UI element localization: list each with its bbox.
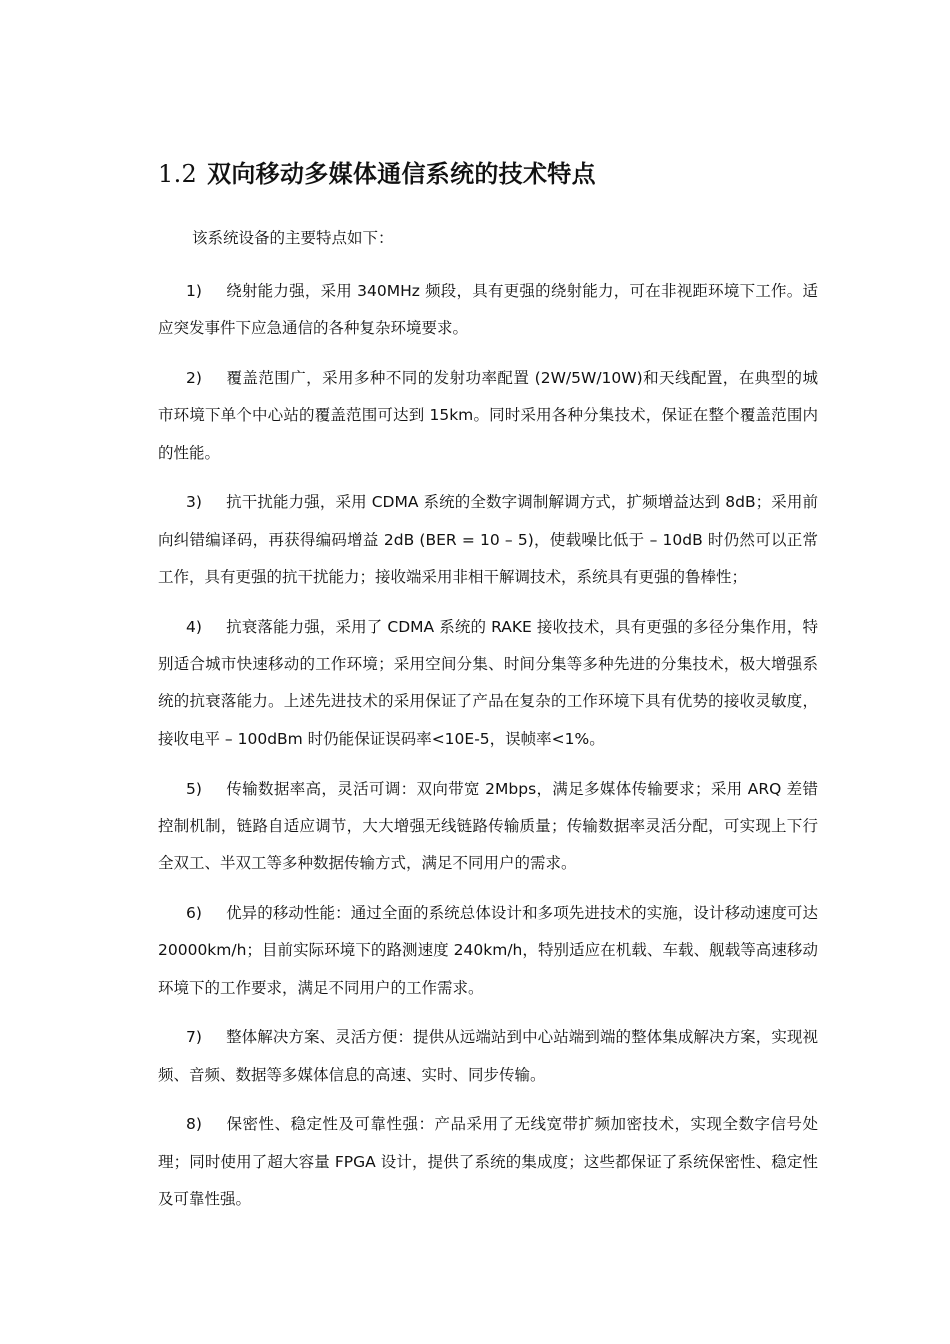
feature-text: 整体解决方案、灵活方便：提供从远端站到中心站端到端的整体集成解决方案，实现视频、音频、数据等多媒体信息的高速、实时、同步传输。	[158, 1028, 818, 1084]
feature-marker: 4)	[186, 617, 202, 636]
section-title: 双向移动多媒体通信系统的技术特点	[207, 160, 596, 188]
feature-item-1	[158, 273, 818, 348]
feature-text: 保密性、稳定性及可靠性强：产品采用了无线宽带扩频加密技术，实现全数字信号处理；同时使用了超大容量 FPGA 设计，提供了系统的集成度；这些都保证了系统保密性、稳定性及可靠性强。	[158, 1115, 818, 1209]
feature-item-3	[158, 484, 818, 596]
feature-marker: 1)	[186, 282, 202, 300]
feature-marker: 8)	[186, 1115, 202, 1134]
feature-text: 绕射能力强，采用 340MHz 频段，具有更强的绕射能力，可在非视距环境下工作。适应突发事件下应急通信的各种复杂环境要求。	[158, 282, 818, 338]
feature-text: 优异的移动性能：通过全面的系统总体设计和多项先进技术的实施，设计移动速度可达 20000km/h；目前实际环境下的路测速度 240km/h，特别适应在机载、车载、舰载等高速移动环境下的工作要求，满足不同用户的工作需求。	[158, 903, 818, 997]
feature-text: 传输数据率高，灵活可调：双向带宽 2Mbps，满足多媒体传输要求；采用 ARQ 差错控制机制，链路自适应调节，大大增强无线链路传输质量；传输数据率灵活分配，可实现上下行全双工、半双工等多种数据传输方式，满足不同用户的需求。	[158, 779, 818, 873]
feature-text: 抗干扰能力强，采用 CDMA 系统的全数字调制解调方式，扩频增益达到 8dB；采用前向纠错编译码，再获得编码增益 2dB (BER = 10 – 5)，使载噪比低于 – 10dB 时仍然可以正常工作，具有更强的抗干扰能力；接收端采用非相干解调技术，系统具有更强的鲁棒性；	[158, 493, 818, 587]
feature-item-2	[158, 360, 818, 472]
feature-marker: 7)	[186, 1028, 202, 1047]
feature-item-6	[158, 895, 818, 1007]
feature-marker: 2)	[186, 369, 202, 388]
feature-item-7	[158, 1019, 818, 1094]
intro-paragraph: 该系统设备的主要特点如下：	[192, 229, 394, 247]
feature-item-8	[158, 1106, 818, 1218]
feature-list	[158, 273, 818, 1231]
feature-marker: 5)	[186, 779, 202, 798]
feature-item-4	[158, 609, 818, 758]
section-heading	[158, 156, 838, 192]
feature-marker: 3)	[186, 493, 202, 512]
feature-text: 抗衰落能力强，采用了 CDMA 系统的 RAKE 接收技术，具有更强的多径分集作用，特别适合城市快速移动的工作环境；采用空间分集、时间分集等多种先进的分集技术，极大增强系统的抗衰落能力。上述先进技术的采用保证了产品在复杂的工作环境下具有优势的接收灵敏度，接收电平 – 100dBm 时仍能保证误码率<10E-5，误帧率<1%。	[158, 617, 818, 748]
feature-text: 覆盖范围广，采用多种不同的发射功率配置 (2W/5W/10W)和天线配置，在典型的城市环境下单个中心站的覆盖范围可达到 15km。同时采用各种分集技术，保证在整个覆盖范围内的性能。	[158, 369, 818, 462]
feature-marker: 6)	[186, 903, 202, 922]
feature-item-5	[158, 771, 818, 883]
section-number: 1.2	[158, 160, 198, 188]
